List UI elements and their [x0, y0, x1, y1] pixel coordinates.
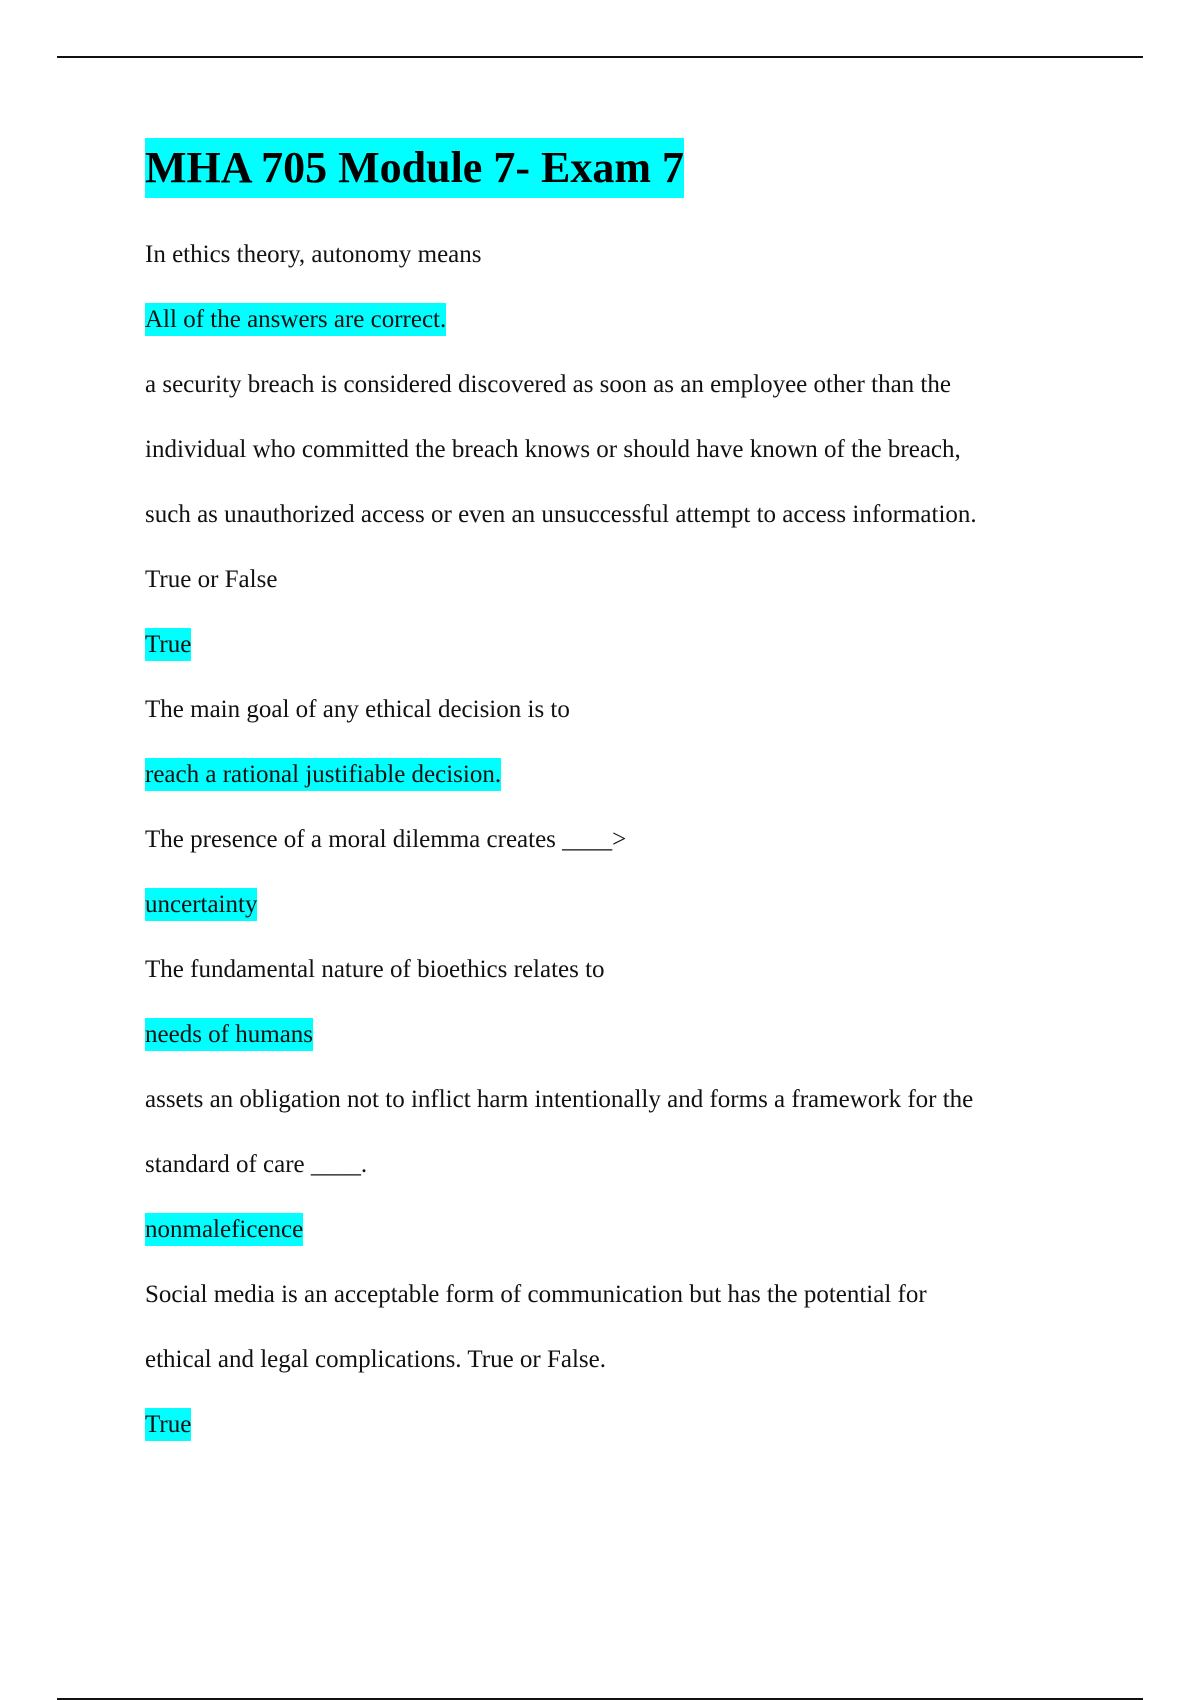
highlighted-answer: True: [145, 628, 191, 661]
question-text: The fundamental nature of bioethics relates to: [145, 956, 605, 983]
highlighted-answer: reach a rational justifiable decision.: [145, 758, 501, 791]
title-line: [145, 138, 1085, 210]
highlighted-answer: All of the answers are correct.: [145, 303, 446, 336]
question-text: True or False: [145, 566, 278, 593]
question-text: In ethics theory, autonomy means: [145, 241, 482, 268]
answer-line: [145, 742, 1085, 807]
answer-line: [145, 1392, 1085, 1457]
answer-line: [145, 612, 1085, 677]
highlighted-answer: True: [145, 1408, 191, 1441]
question-line: [145, 352, 1085, 417]
highlighted-answer: nonmaleficence: [145, 1213, 303, 1246]
document-body: [145, 138, 1085, 1457]
question-line: [145, 547, 1085, 612]
question-text: standard of care ____.: [145, 1151, 368, 1178]
question-answer-list: [145, 222, 1085, 1457]
answer-line: [145, 872, 1085, 937]
question-line: [145, 482, 1085, 547]
highlighted-answer: needs of humans: [145, 1018, 313, 1051]
question-text: individual who committed the breach knows or should have known of the breach,: [145, 436, 961, 463]
question-line: [145, 677, 1085, 742]
question-line: [145, 1132, 1085, 1197]
question-line: [145, 937, 1085, 1002]
answer-line: [145, 1197, 1085, 1262]
highlighted-answer: uncertainty: [145, 888, 257, 921]
answer-line: [145, 1002, 1085, 1067]
question-text: such as unauthorized access or even an unsuccessful attempt to access information.: [145, 501, 977, 528]
question-text: ethical and legal complications. True or False.: [145, 1346, 607, 1373]
question-line: [145, 807, 1085, 872]
question-line: [145, 1262, 1085, 1327]
question-line: [145, 222, 1085, 287]
question-line: [145, 417, 1085, 482]
question-text: assets an obligation not to inflict harm intentionally and forms a framework for the: [145, 1086, 974, 1113]
answer-line: [145, 287, 1085, 352]
question-text: Social media is an acceptable form of communication but has the potential for: [145, 1281, 927, 1308]
question-text: The presence of a moral dilemma creates ____>: [145, 826, 627, 853]
question-line: [145, 1327, 1085, 1392]
question-line: [145, 1067, 1085, 1132]
question-text: The main goal of any ethical decision is to: [145, 696, 570, 723]
top-rule: [57, 56, 1143, 58]
document-title: MHA 705 Module 7- Exam 7: [145, 138, 684, 198]
question-text: a security breach is considered discovered as soon as an employee other than the: [145, 371, 951, 398]
